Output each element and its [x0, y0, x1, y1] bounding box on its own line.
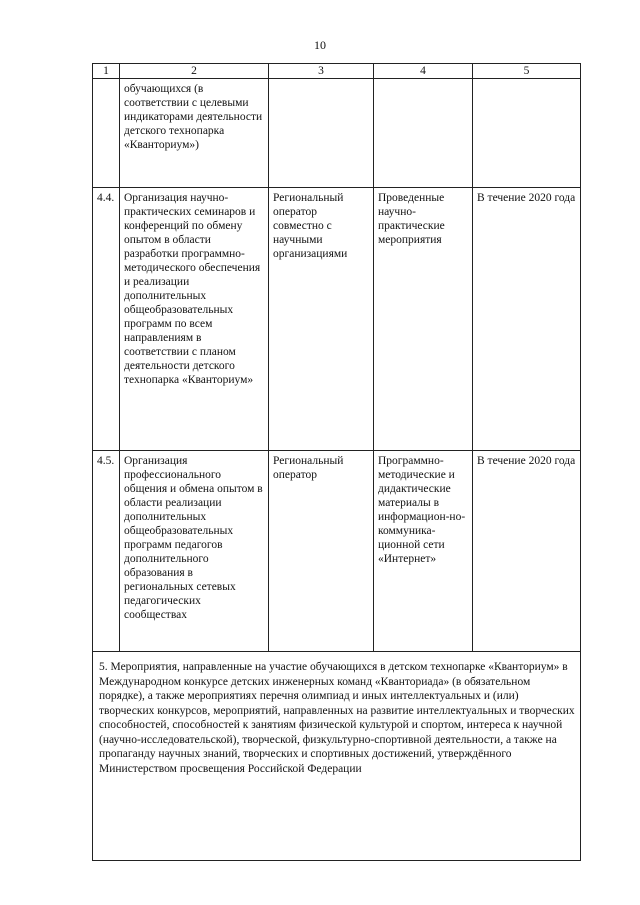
deadline-cell: В течение 2020 года — [473, 188, 581, 451]
event-cell: Организация профессионального общения и обмена опытом в области реализации дополнительных общеобразовательных программ педагогов дополнительного образования в региональных сетевых педагогических сообществах — [120, 451, 269, 652]
deadline-cell — [473, 79, 581, 188]
column-number: 2 — [120, 64, 269, 79]
table-row — [93, 188, 581, 451]
column-numbers-row — [93, 64, 581, 79]
item-number-cell — [93, 79, 120, 188]
section-5-heading: 5. Мероприятия, направленные на участие обучающихся в детском технопарке «Кванториум» в Международном конкурсе детских инженерных команд «Кванториада» (в обязательном порядке), а также мероприятиях перечня олимпиад и иных интеллектуальных и (или) творческих конкурсов, мероприятий, направленных на развитие интеллектуальных и творческих способностей, способностей к занятиям физической культурой и спортом, интереса к научной (научно-исследовательской), творческой, физкультурно-спортивной деятельности, а также на пропаганду научных знаний, творческих и спортивных достижений, утверждённого Министерством просвещения Российской Федерации — [93, 652, 581, 861]
event-cell: обучающихся (в соответствии с целевыми индикаторами деятельности детского технопарка «Кванториум») — [120, 79, 269, 188]
result-cell: Программно-методические и дидактические материалы в информацион-но-коммуника-ционной сети «Интернет» — [374, 451, 473, 652]
table-row — [93, 451, 581, 652]
page-number: 10 — [314, 38, 326, 52]
column-number: 4 — [374, 64, 473, 79]
responsible-cell: Региональный оператор совместно с научными организациями — [269, 188, 374, 451]
item-number-cell: 4.5. — [93, 451, 120, 652]
column-number: 1 — [93, 64, 120, 79]
section-5-row — [93, 652, 581, 861]
responsible-cell: Региональный оператор — [269, 451, 374, 652]
result-cell — [374, 79, 473, 188]
result-cell: Проведенные научно-практические мероприятия — [374, 188, 473, 451]
column-number: 5 — [473, 64, 581, 79]
column-number: 3 — [269, 64, 374, 79]
event-cell: Организация научно-практических семинаров и конференций по обмену опытом в области разработки программно-методического обеспечения и реализации дополнительных общеобразовательных программ по всем направлениям в соответствии с планом деятельности детского технопарка «Кванториум» — [120, 188, 269, 451]
event-plan-table — [92, 63, 581, 861]
deadline-cell: В течение 2020 года — [473, 451, 581, 652]
item-number-cell: 4.4. — [93, 188, 120, 451]
table-row-continued — [93, 79, 581, 188]
responsible-cell — [269, 79, 374, 188]
